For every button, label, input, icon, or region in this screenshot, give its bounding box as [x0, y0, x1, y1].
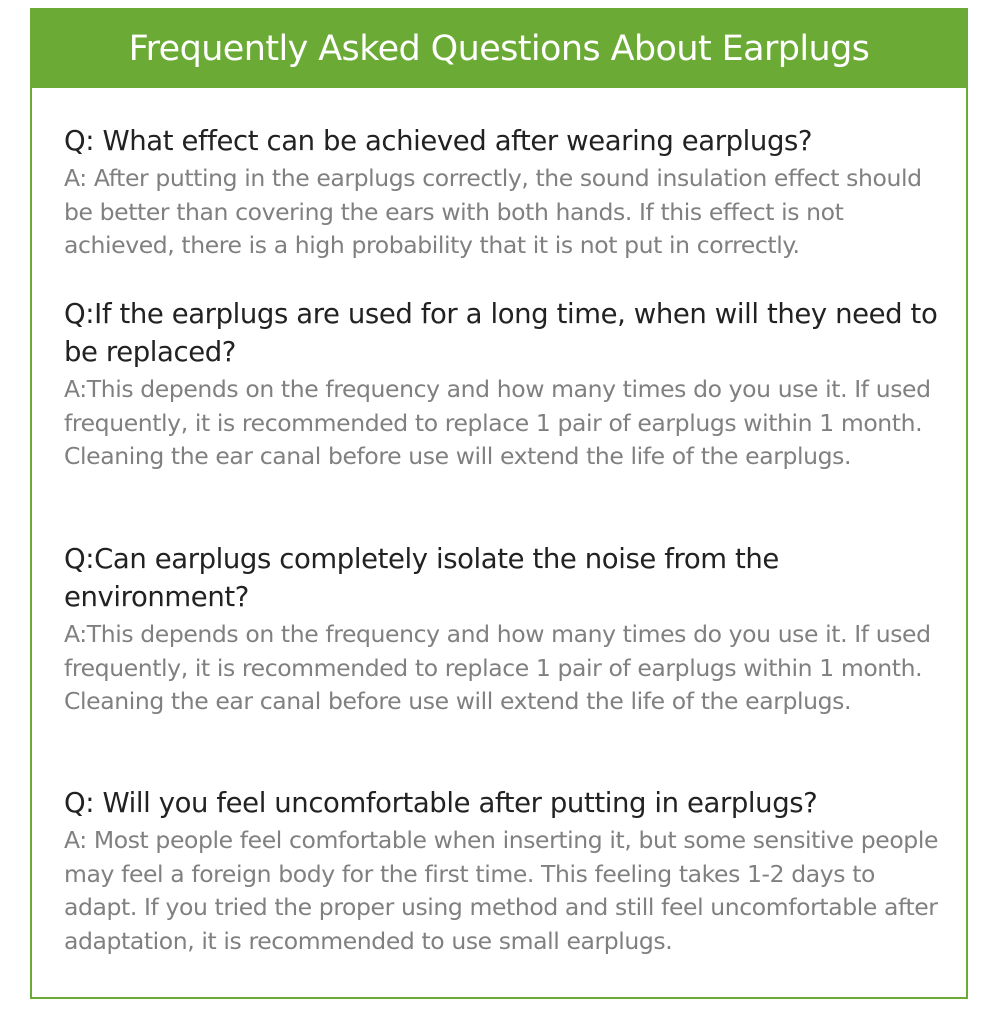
page-title: Frequently Asked Questions About Earplugs: [128, 29, 870, 69]
faq-question: Q: Will you feel uncomfortable after putting in earplugs?: [64, 787, 818, 819]
faq-answer: A:This depends on the frequency and how many times do you use it. If used frequently, it is recommended to replace 1 pair of earplugs within 1 month. Cleaning the ear canal before use will extend the life of the earplugs.: [64, 620, 931, 715]
faq-answer: A: Most people feel comfortable when inserting it, but some sensitive people may feel a foreign body for the first time. This feeling takes 1-2 days to adapt. If you tried the proper using method and still feel uncomfortable after adaptation, it is recommended to use small earplugs.: [64, 826, 939, 955]
faq-item: [64, 540, 948, 719]
faq-item: [64, 122, 948, 263]
faq-question: Q: What effect can be achieved after wearing earplugs?: [64, 125, 813, 157]
faq-answer: A:This depends on the frequency and how many times do you use it. If used frequently, it is recommended to replace 1 pair of earplugs within 1 month. Cleaning the ear canal before use will extend the life of the earplugs.: [64, 375, 931, 470]
faq-panel: [30, 8, 968, 999]
faq-item: [64, 295, 948, 474]
faq-item: [64, 784, 948, 958]
faq-question: Q:Can earplugs completely isolate the noise from the environment?: [64, 543, 779, 613]
faq-header: [32, 10, 966, 88]
faq-answer: A: After putting in the earplugs correctly, the sound insulation effect should be better than covering the ears with both hands. If this effect is not achieved, there is a high probability that it is not put in correctly.: [64, 164, 922, 259]
faq-question: Q:If the earplugs are used for a long time, when will they need to be replaced?: [64, 298, 938, 368]
